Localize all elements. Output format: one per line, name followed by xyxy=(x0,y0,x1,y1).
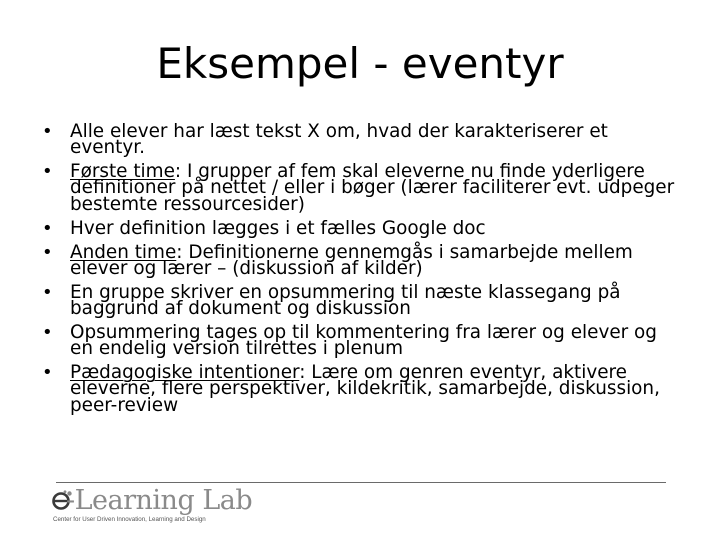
bullet-item xyxy=(42,161,682,215)
bullet-item xyxy=(42,121,682,159)
bullet-lead: Første time xyxy=(70,161,175,183)
bullet-text: Opsummering tages op til kommentering fra lærer og elever og en endelig version tilrettes i plenum xyxy=(70,322,657,360)
bullet-icon: • xyxy=(42,121,53,142)
bullet-icon: • xyxy=(42,281,53,303)
slide-title: Eksempel - eventyr xyxy=(156,39,564,88)
logo-text: -Learning Lab xyxy=(66,485,253,516)
bullet-item xyxy=(42,217,682,239)
bullet-icon: • xyxy=(42,217,53,239)
bullet-item xyxy=(42,322,682,360)
bullet-icon: • xyxy=(42,241,53,263)
footer-divider xyxy=(56,482,666,483)
bullet-lead: Anden time xyxy=(70,241,177,263)
bullet-text: En gruppe skriver en opsummering til næste klassegang på baggrund af dokument og diskussion xyxy=(70,281,621,320)
bullet-icon: • xyxy=(42,362,53,384)
bullet-text: : Definitionerne gennemgås i samarbejde mellem elever og lærer – (diskussion af kilder) xyxy=(70,241,633,279)
bullet-text: Hver definition lægges i et fælles Google doc xyxy=(70,217,486,239)
bullet-text: Alle elever har læst tekst X om, hvad der karakteriserer et eventyr. xyxy=(70,121,608,159)
bullet-icon: • xyxy=(42,161,53,183)
bullet-lead: Pædagogiske intentioner xyxy=(70,362,300,384)
bullet-list xyxy=(42,121,682,422)
bullet-icon: • xyxy=(42,322,53,344)
logo-tagline: Center for User Driven Innovation, Learning and Design xyxy=(53,516,206,523)
bullet-item xyxy=(42,362,682,416)
bullet-item xyxy=(42,281,682,320)
bullet-text: : Lære om genren eventyr, aktivere eleverne, flere perspektiver, kildekritik, samarbejde, diskussion, peer-review xyxy=(70,362,660,416)
bullet-item xyxy=(42,241,682,279)
bullet-text: : I grupper af fem skal eleverne nu finde yderligere definitioner på nettet / eller i bøger (lærer faciliterer evt. udpeger bestemte ressourcesider) xyxy=(70,161,675,215)
